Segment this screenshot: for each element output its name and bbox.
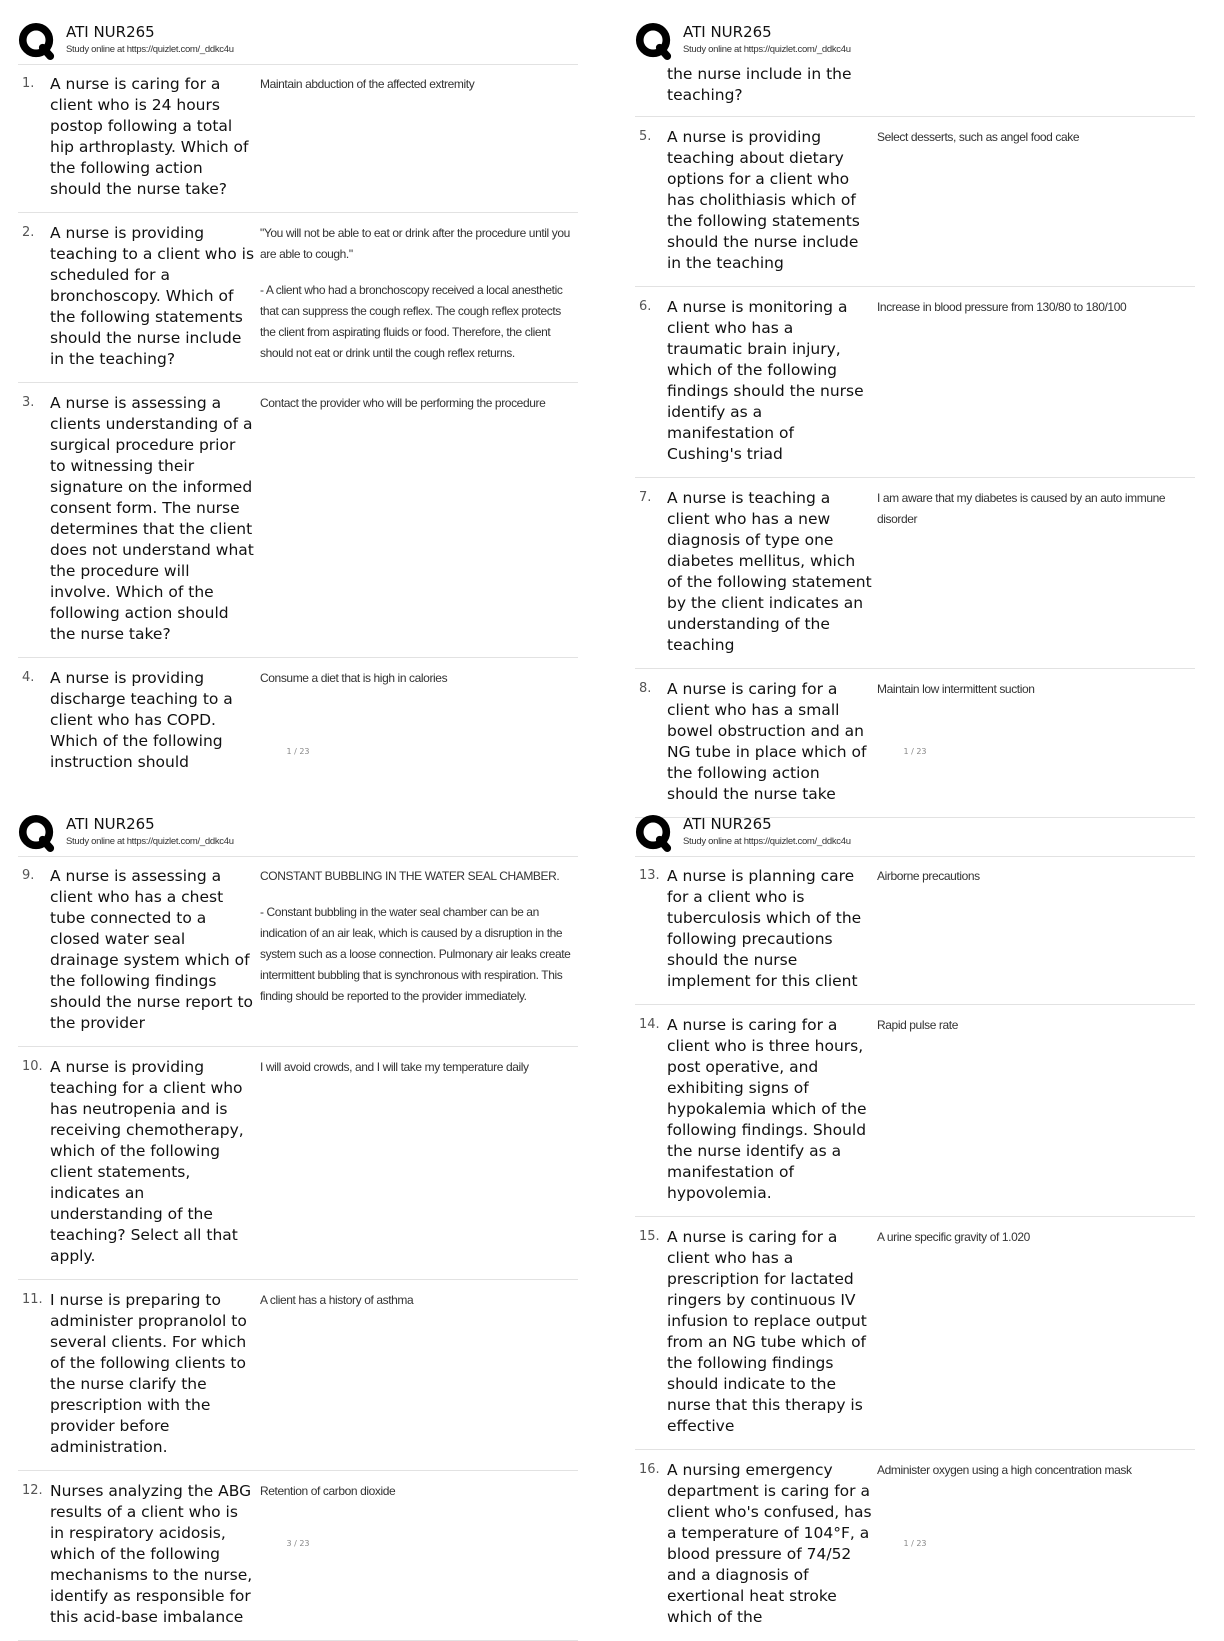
question-text: A nurse is caring for a client who has a small bowel obstruction and an NG tube in place which of the following action should the nurse take: [667, 680, 867, 803]
question-text: A nurse is teaching a client who has a new diagnosis of type one diabetes mellitus, which of the following statement by the client indicates an understanding of the teaching: [667, 489, 872, 654]
answer-line: Consume a diet that is high in calories: [260, 671, 448, 685]
page-header: [18, 20, 578, 65]
question-text: A nursing emergency department is caring for a client who's confused, has a temperature of 104°F, a blood pressure of 74/52 and a diagnosis of exertional heat stroke which of the: [667, 1461, 872, 1626]
flashcard-list: [635, 64, 1195, 818]
study-online-link[interactable]: Study online at https://quizlet.com/_ddkc4u: [683, 836, 851, 847]
document-page-3: [18, 812, 598, 1626]
answer-text: [255, 1057, 578, 1267]
question-number: 10.: [22, 1059, 43, 1074]
flashcard-row: [18, 383, 578, 658]
question-number: 12.: [22, 1483, 43, 1498]
answer-rationale: - Constant bubbling in the water seal chamber can be an indication of an air leak, which is caused by a disruption in the system such as a loose connection. Pulmonary air leaks create intermittent bubbling that is synchronous with respiration. This finding should be reported to the provider immediately.: [260, 905, 571, 1003]
continuation-text: the nurse include in the teaching?: [667, 65, 852, 104]
answer-text: [872, 1015, 1195, 1204]
question-number: 1.: [22, 76, 35, 91]
flashcard-row: [18, 856, 578, 1047]
question-text: A nurse is caring for a client who is three hours, post operative, and exhibiting signs of hypokalemia which of the following findings. Should the nurse identify as a manifestation of hypovolemia.: [667, 1016, 867, 1202]
flashcard-row: [18, 1471, 578, 1641]
answer-line: I am aware that my diabetes is caused by an auto immune disorder: [877, 491, 1166, 526]
answer-line: Airborne precautions: [877, 869, 980, 883]
answer-line: Maintain low intermittent suction: [877, 682, 1035, 696]
flashcard-row: [18, 1280, 578, 1471]
question-text: A nurse is providing teaching to a client who is scheduled for a bronchoscopy. Which of the following statements should the nurse include in the teaching?: [50, 224, 255, 368]
answer-text: [255, 74, 578, 200]
answer-text: [255, 393, 578, 645]
study-online-link[interactable]: Study online at https://quizlet.com/_ddkc4u: [66, 44, 234, 55]
flashcard-list: [635, 856, 1195, 1640]
page-number: 1 / 23: [286, 747, 310, 756]
answer-line: Maintain abduction of the affected extremity: [260, 77, 475, 91]
question-number: 8.: [639, 681, 652, 696]
answer-text: [872, 127, 1195, 274]
page-header: [635, 812, 1195, 857]
flashcard-row: [635, 117, 1195, 287]
page-header: [18, 812, 578, 857]
answer-text: [872, 679, 1195, 805]
question-text: I nurse is preparing to administer propranolol to several clients. For which of the following clients to the nurse clarify the prescription with the provider before administration.: [50, 1291, 247, 1456]
question-text: A nurse is monitoring a client who has a traumatic brain injury, which of the following findings should the nurse identify as a manifestation of Cushing's triad: [667, 298, 864, 463]
flashcard-row: [18, 213, 578, 383]
quizlet-logo-icon: [18, 814, 56, 852]
question-number: 11.: [22, 1292, 43, 1307]
flashcard-row: [635, 856, 1195, 1005]
answer-line: Select desserts, such as angel food cake: [877, 130, 1080, 144]
answer-line: A urine specific gravity of 1.020: [877, 1230, 1030, 1244]
answer-line: Rapid pulse rate: [877, 1018, 958, 1032]
question-text: A nurse is planning care for a client who is tuberculosis which of the following precautions should the nurse implement for this client: [667, 867, 862, 990]
answer-text: [255, 1481, 578, 1628]
answer-line: I will avoid crowds, and I will take my temperature daily: [260, 1060, 529, 1074]
answer-text: [255, 1290, 578, 1458]
question-text: A nurse is caring for a client who has a prescription for lactated ringers by continuous IV infusion to replace output from an NG tube which of the following findings should indicate to the nurse that this therapy is effective: [667, 1228, 867, 1435]
study-online-link[interactable]: Study online at https://quizlet.com/_ddkc4u: [683, 44, 851, 55]
document-page-4: [635, 812, 1215, 1626]
question-text: A nurse is assessing a clients understanding of a surgical procedure prior to witnessing their signature on the informed consent form. The nurse determines that the client does not understand what the procedure will involve. Which of the following action should the nurse take?: [50, 394, 254, 643]
answer-text: [872, 866, 1195, 992]
question-number: 2.: [22, 225, 35, 240]
page-title: ATI NUR265: [683, 815, 772, 833]
answer-line: Retention of carbon dioxide: [260, 1484, 396, 1498]
document-page-1: [18, 20, 598, 800]
document-page-2: [635, 20, 1215, 803]
question-number: 5.: [639, 129, 652, 144]
flashcard-row: [18, 64, 578, 213]
answer-text: [255, 668, 578, 773]
page-header: [635, 20, 1195, 64]
quizlet-logo-icon: [18, 22, 56, 60]
flashcard-row: [635, 287, 1195, 478]
flashcard-row: [635, 1005, 1195, 1217]
answer-line: Administer oxygen using a high concentration mask: [877, 1463, 1132, 1477]
answer-line: Contact the provider who will be performing the procedure: [260, 396, 546, 410]
question-number: 6.: [639, 299, 652, 314]
question-number: 3.: [22, 395, 35, 410]
flashcard-row: [635, 478, 1195, 669]
page-number: 1 / 23: [903, 1539, 927, 1548]
page-title: ATI NUR265: [66, 23, 155, 41]
page-number: 1 / 23: [903, 747, 927, 756]
question-continuation: [635, 64, 1195, 117]
question-text: Nurses analyzing the ABG results of a client who is in respiratory acidosis, which of the following mechanisms to the nurse, identify as responsible for this acid-base imbalance: [50, 1482, 253, 1626]
answer-line: A client has a history of asthma: [260, 1293, 414, 1307]
answer-line: "You will not be able to eat or drink after the procedure until you are able to cough.": [260, 226, 570, 261]
flashcard-row: [635, 1217, 1195, 1450]
page-title: ATI NUR265: [66, 815, 155, 833]
answer-line: Increase in blood pressure from 130/80 to 180/100: [877, 300, 1127, 314]
quizlet-logo-icon: [635, 814, 673, 852]
question-number: 7.: [639, 490, 652, 505]
question-number: 13.: [639, 868, 660, 883]
question-number: 9.: [22, 868, 35, 883]
answer-text: [872, 488, 1195, 656]
answer-rationale: - A client who had a bronchoscopy received a local anesthetic that can suppress the cough reflex. The cough reflex protects the client from aspirating fluids or food. Therefore, the client should not eat or drink until the cough reflex returns.: [260, 283, 563, 360]
quizlet-logo-icon: [635, 22, 673, 60]
flashcard-row: [635, 669, 1195, 818]
page-title: ATI NUR265: [683, 23, 772, 41]
answer-text: [872, 1227, 1195, 1437]
answer-text: [255, 223, 578, 370]
answer-text: [872, 297, 1195, 465]
question-number: 16.: [639, 1462, 660, 1477]
flashcard-row: [18, 1047, 578, 1280]
answer-line: CONSTANT BUBBLING IN THE WATER SEAL CHAMBER.: [260, 869, 560, 883]
question-text: A nurse is caring for a client who is 24 hours postop following a total hip arthroplasty. Which of the following action should the nurse take?: [50, 75, 249, 198]
question-number: 14.: [639, 1017, 660, 1032]
question-number: 15.: [639, 1229, 660, 1244]
flashcard-row: [18, 658, 578, 785]
answer-text: [255, 866, 578, 1034]
question-text: A nurse is providing discharge teaching to a client who has COPD. Which of the following instruction should: [50, 669, 233, 771]
question-number: 4.: [22, 670, 35, 685]
question-text: A nurse is assessing a client who has a chest tube connected to a closed water seal drainage system which of the following findings should the nurse report to the provider: [50, 867, 254, 1032]
page-number: 3 / 23: [286, 1539, 310, 1548]
question-text: A nurse is providing teaching about dietary options for a client who has cholithiasis which of the following statements should the nurse include in the teaching: [667, 128, 860, 272]
flashcard-list: [18, 856, 578, 1641]
flashcard-list: [18, 64, 578, 785]
question-text: A nurse is providing teaching for a client who has neutropenia and is receiving chemotherapy, which of the following client statements, indicates an understanding of the teaching? Select all that apply.: [50, 1058, 244, 1265]
study-online-link[interactable]: Study online at https://quizlet.com/_ddkc4u: [66, 836, 234, 847]
